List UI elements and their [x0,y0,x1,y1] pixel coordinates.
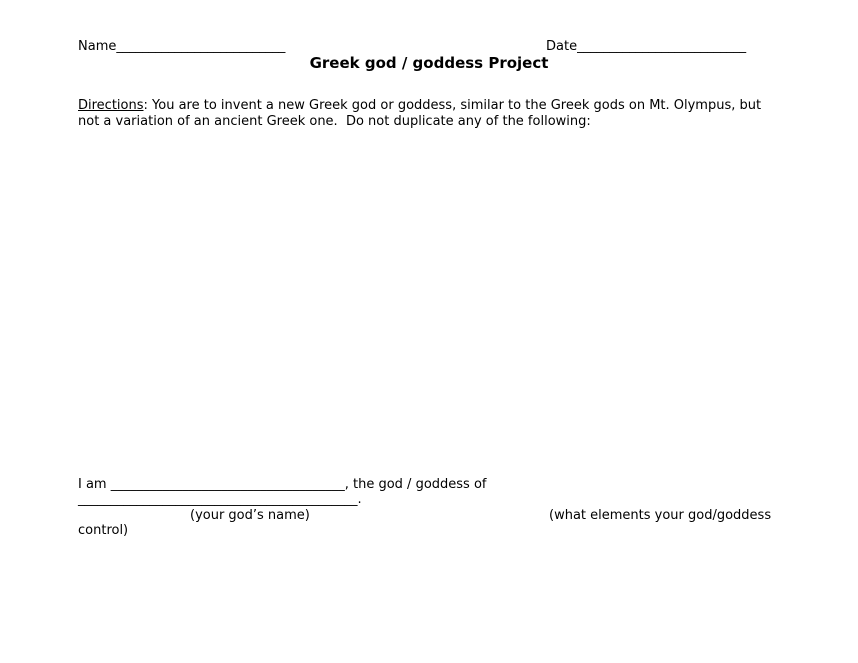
date-blank[interactable]: __________________________ [577,39,747,54]
date-field-line [546,39,746,54]
page-title: Greek god / goddess Project [309,54,549,72]
date-label: Date [546,39,578,54]
name-blank[interactable]: __________________________ [116,39,286,54]
i-am-text: I am [78,477,111,492]
name-label: Name [78,39,117,54]
name-field-line [78,39,285,54]
god-name-blank[interactable]: ____________________________________ [110,477,345,492]
elements-blank[interactable]: ___________________________________________. [78,492,362,507]
god-name-hint: (your god’s name) [190,508,310,523]
statement-line-1 [78,477,486,492]
directions-line-1 [78,98,761,113]
directions-label: Directions [78,98,144,113]
directions-line-2: not a variation of an ancient Greek one. Do not duplicate any of the following: [78,114,591,129]
god-of-text: , the god / goddess of [344,477,487,492]
directions-text-1: : You are to invent a new Greek god or goddess, similar to the Greek gods on Mt. Olympus, but [143,98,762,113]
elements-hint-line-2: control) [78,523,129,538]
elements-hint-line-1: (what elements your god/goddess [549,508,772,523]
